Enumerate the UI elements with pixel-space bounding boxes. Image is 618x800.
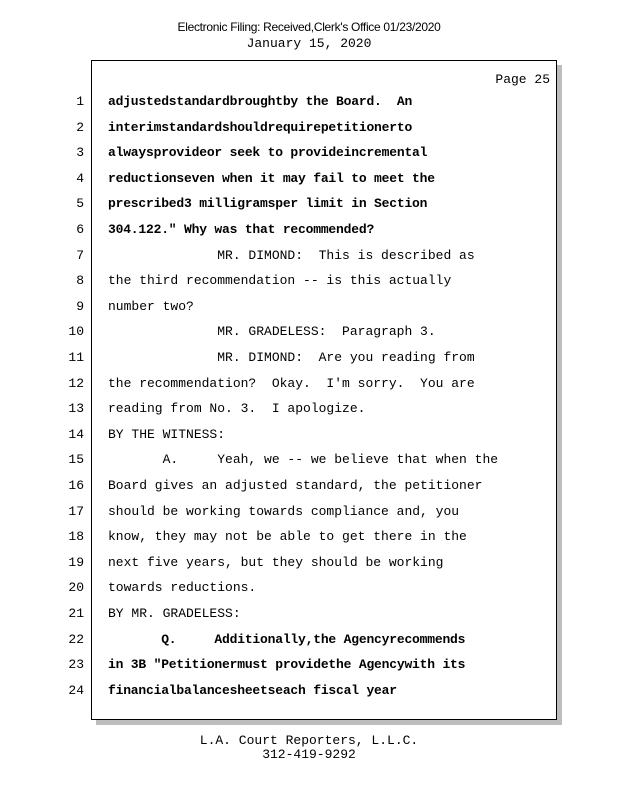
transcript-line: MR. DIMOND: This is described as bbox=[108, 247, 475, 263]
transcript-date: January 15, 2020 bbox=[246, 36, 372, 51]
line-number: 5 bbox=[76, 196, 84, 212]
transcript-line: reductionseven when it may fail to meet the bbox=[108, 170, 435, 186]
footer-company: L.A. Court Reporters, L.L.C. bbox=[199, 733, 419, 748]
line-number: 7 bbox=[76, 247, 84, 263]
line-number: 11 bbox=[68, 350, 84, 365]
transcript-line: in 3B "Petitionermust providethe Agencywith its bbox=[108, 657, 466, 673]
transcript-line: next five years, but they should be working bbox=[108, 554, 444, 570]
line-number: 21 bbox=[68, 606, 84, 621]
transcript-line: alwaysprovideor seek to provideincremental bbox=[108, 145, 428, 161]
transcript-line: number two? bbox=[108, 298, 194, 314]
filing-stamp: Electronic Filing: Received,Clerk's Office 01/23/2020 bbox=[177, 20, 441, 34]
line-number: 18 bbox=[68, 529, 84, 545]
line-number: 14 bbox=[68, 426, 84, 442]
transcript-line: financialbalancesheetseach fiscal year bbox=[108, 682, 397, 698]
transcript-line: the third recommendation -- is this actually bbox=[108, 273, 452, 289]
transcript-line: reading from No. 3. I apologize. bbox=[108, 401, 366, 417]
transcript-line: should be working towards compliance and, you bbox=[108, 503, 460, 519]
line-number: 9 bbox=[76, 298, 84, 314]
line-number: 15 bbox=[68, 452, 84, 468]
page-number: Page 25 bbox=[495, 72, 550, 87]
transcript-line: BY THE WITNESS: bbox=[108, 426, 226, 442]
line-number: 22 bbox=[68, 631, 84, 647]
transcript-line: 304.122." Why was that recommended? bbox=[108, 222, 375, 237]
transcript-line: the recommendation? Okay. I'm sorry. You are bbox=[108, 375, 475, 391]
transcript-line: A. Yeah, we -- we believe that when the bbox=[108, 452, 499, 468]
line-number: 8 bbox=[76, 273, 84, 289]
transcript-line: prescribed3 milligramsper limit in Section bbox=[108, 196, 428, 212]
transcript-line: MR. GRADELESS: Paragraph 3. bbox=[108, 324, 436, 340]
line-number: 19 bbox=[68, 554, 84, 570]
line-number: 12 bbox=[68, 375, 84, 391]
line-number: 20 bbox=[68, 580, 84, 596]
transcript-line: interimstandardshouldrequirepetitionerto bbox=[108, 119, 413, 135]
line-number: 24 bbox=[68, 682, 84, 698]
transcript-line: adjustedstandardbroughtby the Board. An bbox=[108, 94, 413, 109]
line-number: 4 bbox=[76, 170, 84, 186]
line-number: 13 bbox=[68, 401, 84, 417]
line-number: 23 bbox=[68, 657, 84, 673]
transcript-line: towards reductions. bbox=[108, 580, 257, 596]
line-number: 6 bbox=[76, 222, 84, 237]
line-number: 17 bbox=[68, 503, 84, 519]
line-number: 1 bbox=[76, 94, 84, 109]
transcript-line: Board gives an adjusted standard, the petitioner bbox=[108, 478, 483, 493]
transcript-line: BY MR. GRADELESS: bbox=[108, 606, 241, 621]
footer-phone: 312-419-9292 bbox=[262, 747, 356, 762]
line-number: 10 bbox=[68, 324, 84, 340]
line-number: 2 bbox=[76, 119, 84, 135]
transcript-line: MR. DIMOND: Are you reading from bbox=[108, 350, 475, 365]
transcript-line: know, they may not be able to get there in the bbox=[108, 529, 467, 545]
line-number: 16 bbox=[68, 478, 84, 493]
line-number: 3 bbox=[76, 145, 84, 161]
transcript-line: Q. Additionally,the Agencyrecommends bbox=[108, 631, 466, 647]
